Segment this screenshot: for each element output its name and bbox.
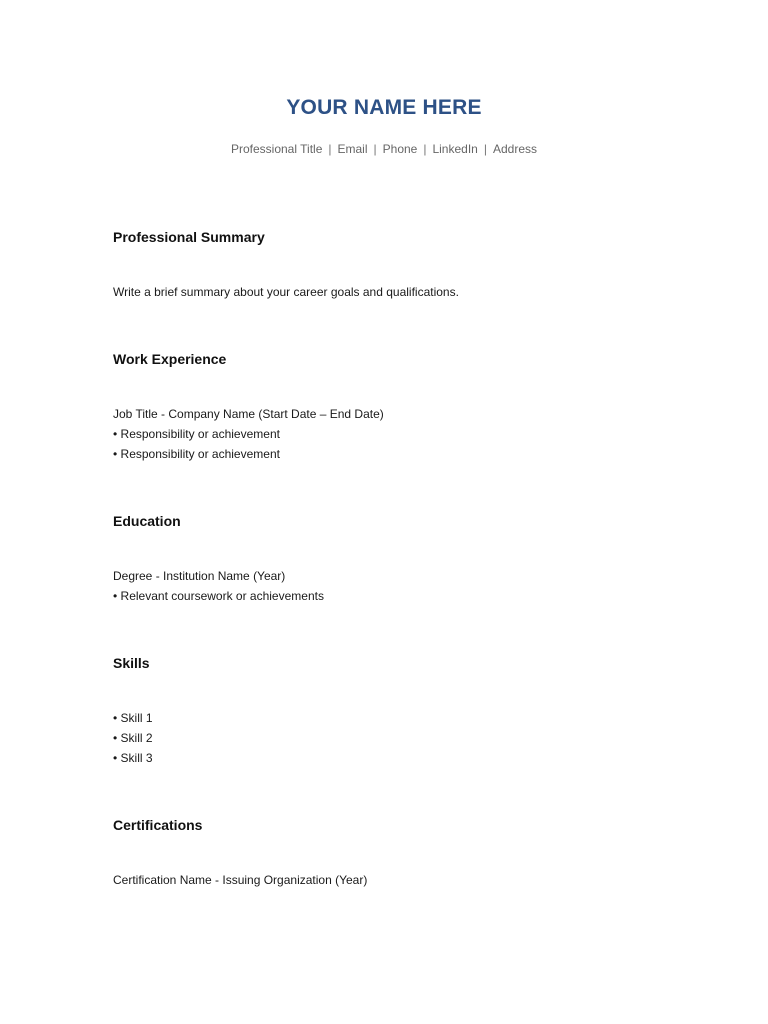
section-heading-experience: Work Experience — [113, 351, 227, 367]
section-heading-summary: Professional Summary — [113, 229, 265, 245]
contact-email: Email — [337, 142, 368, 156]
section-heading-education: Education — [113, 513, 181, 529]
experience-job-title: Job Title - Company Name (Start Date – End Date) — [113, 407, 384, 421]
experience-bullet: • Responsibility or achievement — [113, 447, 280, 461]
contact-phone: Phone — [382, 142, 418, 156]
resume-name: YOUR NAME HERE — [286, 96, 482, 119]
contact-linkedin: LinkedIn — [432, 142, 478, 156]
education-bullet: • Relevant coursework or achievements — [113, 589, 324, 603]
experience-bullet: • Responsibility or achievement — [113, 427, 280, 441]
skill-item: • Skill 2 — [113, 731, 153, 745]
contact-title: Professional Title — [230, 142, 323, 156]
contact-separator: | — [373, 142, 377, 156]
certification-item: Certification Name - Issuing Organization (Year) — [113, 873, 368, 887]
section-heading-certifications: Certifications — [113, 817, 203, 833]
contact-separator: | — [483, 142, 487, 156]
contact-address: Address — [492, 142, 537, 156]
contact-line — [0, 142, 768, 156]
skill-item: • Skill 3 — [113, 751, 153, 765]
contact-separator: | — [423, 142, 427, 156]
skill-item: • Skill 1 — [113, 711, 153, 725]
education-degree: Degree - Institution Name (Year) — [113, 569, 286, 583]
contact-separator: | — [328, 142, 332, 156]
section-heading-skills: Skills — [113, 655, 150, 671]
summary-text: Write a brief summary about your career goals and qualifications. — [113, 285, 459, 299]
